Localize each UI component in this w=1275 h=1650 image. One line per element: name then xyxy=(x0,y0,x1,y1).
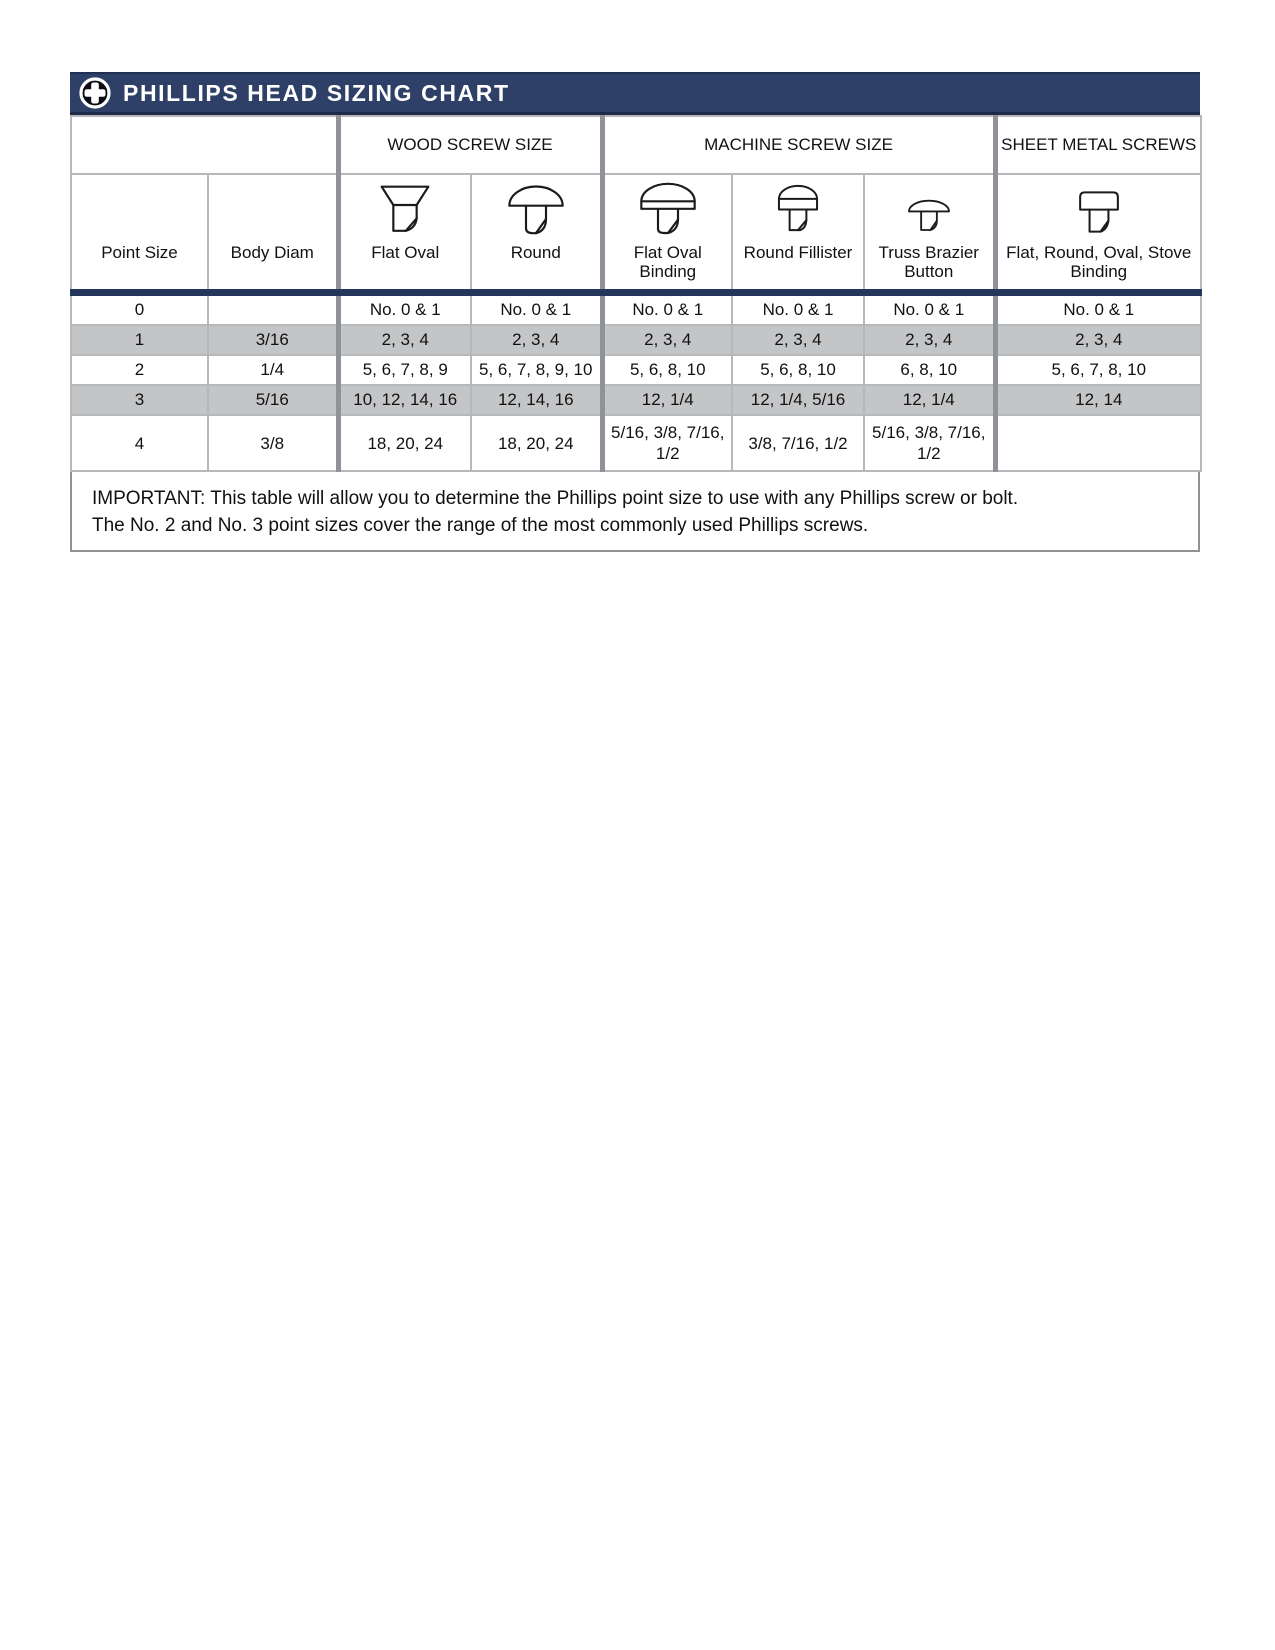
column-label: Body Diam xyxy=(230,243,314,262)
phillips-cross-icon xyxy=(79,77,111,109)
column-header-flat-round-oval-stove xyxy=(995,174,1201,293)
body-diam-cell: 3/8 xyxy=(208,415,338,471)
group-header-row xyxy=(71,116,1201,174)
column-label: Flat Oval Binding xyxy=(633,243,702,281)
table-row xyxy=(71,325,1201,355)
table-cell: 5, 6, 7, 8, 9 xyxy=(338,355,471,385)
table-cell xyxy=(995,415,1201,471)
table-cell: 2, 3, 4 xyxy=(864,325,995,355)
round-fillister-head-icon xyxy=(736,177,860,239)
table-cell: 2, 3, 4 xyxy=(732,325,864,355)
round-head-icon xyxy=(475,177,597,239)
table-cell: 5, 6, 7, 8, 9, 10 xyxy=(471,355,602,385)
table-cell: 2, 3, 4 xyxy=(338,325,471,355)
table-cell: 5, 6, 8, 10 xyxy=(732,355,864,385)
table-cell: 5, 6, 8, 10 xyxy=(602,355,732,385)
column-label: Flat, Round, Oval, Stove Binding xyxy=(1006,243,1192,281)
table-cell: 5/16, 3/8, 7/16, 1/2 xyxy=(602,415,732,471)
flat-oval-binding-head-icon xyxy=(608,177,729,239)
table-cell: 2, 3, 4 xyxy=(471,325,602,355)
column-label: Round Fillister xyxy=(743,243,853,262)
table-cell: 12, 14 xyxy=(995,385,1201,415)
column-header-round-fillister xyxy=(732,174,864,293)
body-diam-cell: 1/4 xyxy=(208,355,338,385)
important-note-box xyxy=(70,472,1200,552)
sizing-table xyxy=(70,115,1202,472)
column-header-body-diam xyxy=(208,174,338,293)
column-header-round xyxy=(471,174,602,293)
flat-round-oval-stove-binding-head-icon xyxy=(1001,177,1198,239)
body-diam-cell xyxy=(208,293,338,326)
table-cell: 10, 12, 14, 16 xyxy=(338,385,471,415)
column-header-truss-brazier-button xyxy=(864,174,995,293)
table-cell: No. 0 & 1 xyxy=(864,293,995,326)
column-label: Truss Brazier Button xyxy=(878,243,979,281)
column-label: Point Size xyxy=(101,243,178,262)
truss-brazier-button-head-icon xyxy=(868,177,990,239)
group-header-sheet-metal: SHEET METAL SCREWS xyxy=(995,116,1201,174)
table-cell: 12, 1/4 xyxy=(602,385,732,415)
point-size-cell: 4 xyxy=(71,415,208,471)
column-header-flat-oval xyxy=(338,174,471,293)
table-cell: 12, 1/4 xyxy=(864,385,995,415)
table-cell: 18, 20, 24 xyxy=(338,415,471,471)
body-diam-cell: 3/16 xyxy=(208,325,338,355)
column-label: Flat Oval xyxy=(371,243,440,262)
group-header-machine: MACHINE SCREW SIZE xyxy=(602,116,995,174)
body-diam-cell: 5/16 xyxy=(208,385,338,415)
group-header-wood: WOOD SCREW SIZE xyxy=(338,116,602,174)
table-cell: 5/16, 3/8, 7/16, 1/2 xyxy=(864,415,995,471)
table-cell: 6, 8, 10 xyxy=(864,355,995,385)
table-cell: 2, 3, 4 xyxy=(602,325,732,355)
table-row xyxy=(71,355,1201,385)
table-cell: 12, 1/4, 5/16 xyxy=(732,385,864,415)
sizing-chart-sheet xyxy=(70,72,1200,552)
table-cell: 12, 14, 16 xyxy=(471,385,602,415)
title-bar xyxy=(70,72,1200,115)
point-size-cell: 3 xyxy=(71,385,208,415)
point-size-cell: 2 xyxy=(71,355,208,385)
point-size-cell: 0 xyxy=(71,293,208,326)
table-cell: 3/8, 7/16, 1/2 xyxy=(732,415,864,471)
table-row xyxy=(71,415,1201,471)
table-cell: No. 0 & 1 xyxy=(471,293,602,326)
flat-oval-head-icon xyxy=(344,177,468,239)
column-header-row xyxy=(71,174,1201,293)
column-label: Round xyxy=(510,243,561,262)
point-size-cell: 1 xyxy=(71,325,208,355)
note-line-1: IMPORTANT: This table will allow you to determine the Phillips point size to use with any Phillips screw or bolt. xyxy=(92,488,1019,509)
table-cell: No. 0 & 1 xyxy=(602,293,732,326)
column-header-flat-oval-binding xyxy=(602,174,732,293)
group-header-empty xyxy=(71,116,338,174)
column-header-point-size xyxy=(71,174,208,293)
table-row xyxy=(71,293,1201,326)
table-cell: 18, 20, 24 xyxy=(471,415,602,471)
table-cell: 2, 3, 4 xyxy=(995,325,1201,355)
table-row xyxy=(71,385,1201,415)
table-cell: 5, 6, 7, 8, 10 xyxy=(995,355,1201,385)
table-cell: No. 0 & 1 xyxy=(995,293,1201,326)
table-cell: No. 0 & 1 xyxy=(732,293,864,326)
page-title: PHILLIPS HEAD SIZING CHART xyxy=(123,79,510,106)
note-line-2: The No. 2 and No. 3 point sizes cover the range of the most commonly used Phillips screws. xyxy=(92,515,869,536)
table-cell: No. 0 & 1 xyxy=(338,293,471,326)
